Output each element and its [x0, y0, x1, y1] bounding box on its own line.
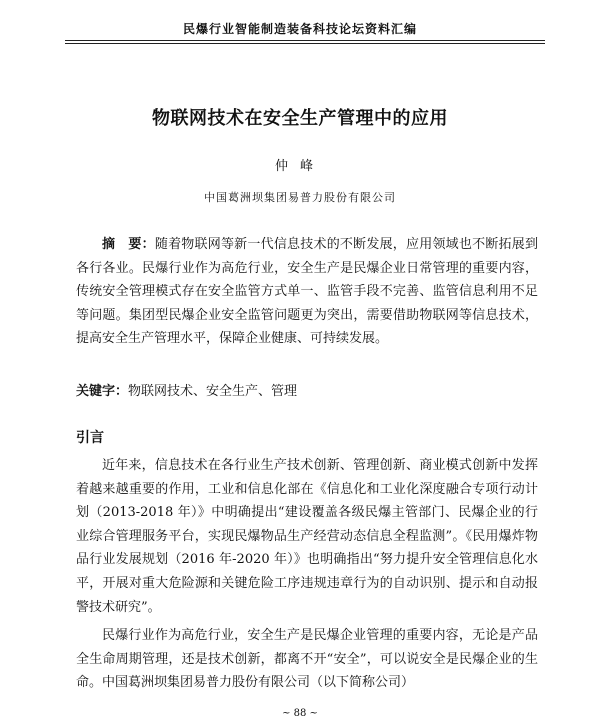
header-rule-bottom [65, 43, 545, 44]
section-heading-introduction: 引言 [76, 430, 104, 446]
page-number: ~ 88 ~ [282, 708, 318, 719]
intro-paragraph-1: 近年来，信息技术在各行业生产技术创新、管理创新、商业模式创新中发挥着越来越重要的作用，工业和信息化部在《信息化和工业化深度融合专项行动计划（2013-2018 年）》中明确提出“建设覆盖各级民爆主管部门、民爆企业的行业综合管理服务平台，实现民爆物品生产经营动态信息全程监测”。《民用爆炸物品行业发展规划（2016 年-2020 年）》也明确指出“努力提升安全管理信息化水平，开展对重大危险源和关键危险工序违规违章行为的自动识别、提示和自动报警技术研究”。 [76, 458, 538, 615]
abstract [76, 233, 538, 351]
header-rule-top [65, 40, 545, 41]
paper-title: 物联网技术在安全生产管理中的应用 [152, 108, 448, 129]
intro-paragraph-2: 民爆行业作为高危行业，安全生产是民爆企业管理的重要内容，无论是产品全生命周期管理，还是技术创新，都离不开“安全”，可以说安全是民爆企业的生命。中国葛洲坝集团易普力股份有限公司（以下简称公司） [76, 628, 538, 691]
running-head: 民爆行业智能制造装备科技论坛资料汇编 [182, 22, 417, 36]
keywords-text: 物联网技术、安全生产、管理 [128, 384, 298, 399]
keywords-label: 关键字： [76, 384, 129, 399]
abstract-text: 随着物联网等新一代信息技术的不断发展，应用领域也不断拓展到各行各业。民爆行业作为高危行业，安全生产是民爆企业日常管理的重要内容，传统安全管理模式存在安全监管方式单一、监管手段不完善、监管信息利用不足等问题。集团型民爆企业安全监管问题更为突出，需要借助物联网等信息技术，提高安全生产管理水平，保障企业健康、可持续发展。 [76, 237, 538, 347]
abstract-label: 摘 要： [102, 237, 155, 252]
author-name: 仲峰 [274, 159, 325, 174]
keywords [76, 380, 538, 404]
author-affiliation: 中国葛洲坝集团易普力股份有限公司 [204, 191, 396, 204]
